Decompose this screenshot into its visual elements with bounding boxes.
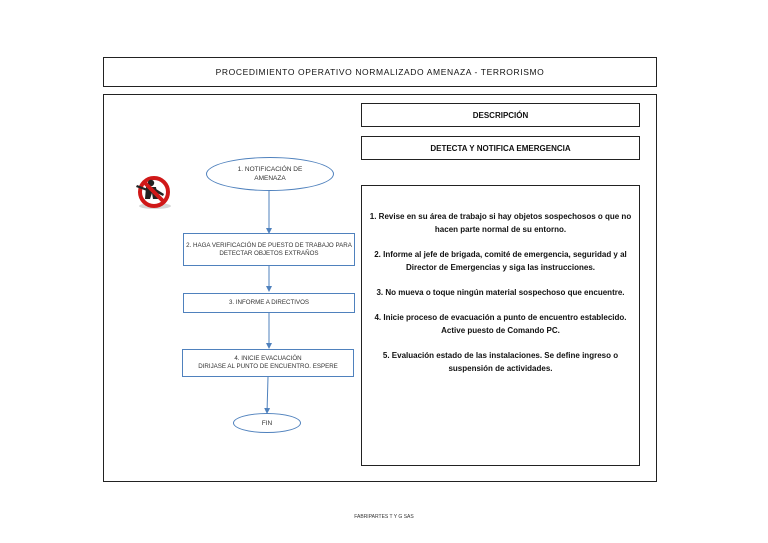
step-item-2: 2. Informe al jefe de brigada, comité de emergencia, seguridad y al Director de Emergencias y siga las instrucciones. [374, 250, 627, 272]
flow-step-3-box [183, 293, 355, 313]
footer-text: FABRIPARTES T Y G SAS [354, 514, 414, 520]
footer-company [0, 514, 768, 520]
no-terrorism-icon [126, 172, 178, 212]
step-item-1: 1. Revise en su área de trabajo si hay objetos sospechosos o que no hacen parte normal de su entorno. [369, 212, 632, 234]
flow-step-4-box [182, 349, 354, 377]
flow-end-ellipse [233, 413, 301, 433]
flow-start-ellipse [206, 157, 334, 191]
arrow-4 [267, 377, 268, 413]
flow-end-text: FIN [261, 419, 273, 427]
flow-step-2-box [183, 233, 355, 266]
section-header-text: DETECTA Y NOTIFICA EMERGENCIA [430, 143, 571, 153]
step-item-5: 5. Evaluación estado de las instalaciones. Se define ingreso o suspensión de actividades. [382, 351, 619, 373]
step-item-4: 4. Inicie proceso de evacuación a punto de encuentro establecido. Active puesto de Comando PC. [374, 313, 627, 335]
step-item-3: 3. No mueva o toque ningún material sospechoso que encuentre. [376, 288, 625, 297]
description-header-text: DESCRIPCIÓN [472, 110, 529, 120]
page-title-text: PROCEDIMIENTO OPERATIVO NORMALIZADO AMENAZA - TERRORISMO [215, 67, 545, 77]
flow-step-3-text: 3. INFORME A DIRECTIVOS [228, 299, 310, 306]
flow-start-text: 1. NOTIFICACIÓN DE AMENAZA [237, 166, 303, 182]
flow-step-2-text: 2. HAGA VERIFICACIÓN DE PUESTO DE TRABAJO PARA DETECTAR OBJETOS EXTRAÑOS [186, 241, 352, 257]
flow-step-4-text: 4. INICIE EVACUACIÓN DIRIJASE AL PUNTO DE ENCUENTRO. ESPERE [198, 355, 338, 370]
